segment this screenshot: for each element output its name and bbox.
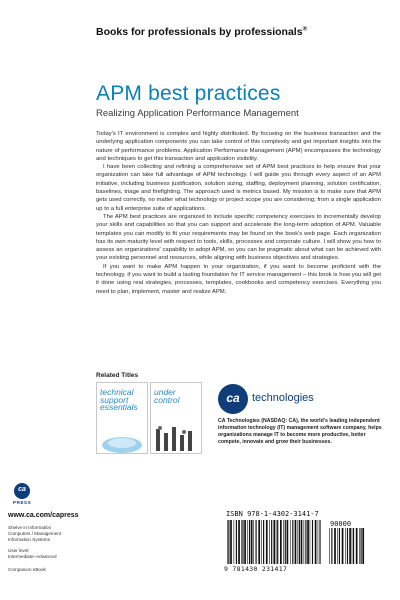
description-paragraph: If you want to make APM happen in your organization, if you want to become proficient with the technology, if you want to build a lasting foundation for IT service management – this book is how you will get it done using real strategies, processes, templates, cookbooks and competency exercises. Everything you need to plan, implement, master and realize APM. <box>96 263 381 295</box>
related-book-title: under control <box>154 387 180 405</box>
description-paragraph: I have been collecting and refining a comprehensive set of APM best practices to help ensure that your organization can take full advantage of APM technology. I will guide you through every aspect of an APM initiative, including business justification, solution sizing, staffing, deployment planning, solution certification, baselines, triage and firefighting. The approach used is metrics based. My mission is to make sure that APM gets used correctly, no matter what technology or project scope you are considering; from a single application up to a full enterprise suite of applications. <box>96 164 381 212</box>
press-wordmark: PRESS <box>13 500 32 505</box>
addon-barcode-icon <box>328 528 366 564</box>
user-level: User level: Intermediate–Advanced <box>8 548 57 559</box>
header-bar <box>0 0 400 60</box>
publisher-url: www.ca.com/capress <box>8 512 79 519</box>
price-addon-number: 90000 <box>330 520 352 528</box>
related-titles-label: Related Titles <box>96 372 139 379</box>
ca-press-logo-icon: ca <box>14 483 30 499</box>
shelving-category: Shelve in Information Computers / Management Information Systems <box>8 525 62 542</box>
back-cover-description <box>96 130 381 296</box>
companion-ebook-label: Companion eBook <box>8 567 46 572</box>
book-subtitle: Realizing Application Performance Management <box>96 108 299 119</box>
isbn-barcode-icon <box>226 520 322 564</box>
series-tagline: Books for professionals by professionals® <box>96 26 307 38</box>
ca-brand-name: technologies <box>252 392 314 404</box>
isbn-label: ISBN 978-1-4302-3141-7 <box>226 510 319 518</box>
ca-description: CA Technologies (NASDAQ: CA), the world's leading independent information technology (IT) management software company, helps organizations manage IT to become more productive, better compete, innovate and grow their businesses. <box>218 418 382 445</box>
related-book-technical-support-essentials <box>96 382 148 454</box>
related-book-title: technical support essentials <box>100 387 138 412</box>
book-title: APM best practices <box>96 82 281 105</box>
book-cover-art-icon <box>97 423 147 453</box>
book-cover-art-icon <box>151 423 201 453</box>
related-book-under-control <box>150 382 202 454</box>
description-paragraph: Today's IT environment is complex and highly distributed. By focusing on the business transaction and the underlying application components you can take control of this complexity and get important insights into the nature of performance problems. Application Performance Management (APM) encompasses the technology and techniques to get this transaction and application visibility. <box>96 131 381 162</box>
ca-logo-icon: ca <box>218 384 248 414</box>
ean-digits: 9 781430 231417 <box>224 565 288 573</box>
description-paragraph: The APM best practices are organized to include specific competency exercises to incrementally develop your skills and capabilities so that you can support and accelerate the long-term adoption of APM. Valuable templates you can modify to fit your requirements may be found on the book's web page. Each organization has its own maturity level with respect to tools, skills, processes and corporate culture. I will show you how to assess an organizations' capability to adopt APM, so you can be pragmatic about what can be achieved with your existing personnel and resources, while aligning with business objectives and strategies. <box>96 213 381 262</box>
